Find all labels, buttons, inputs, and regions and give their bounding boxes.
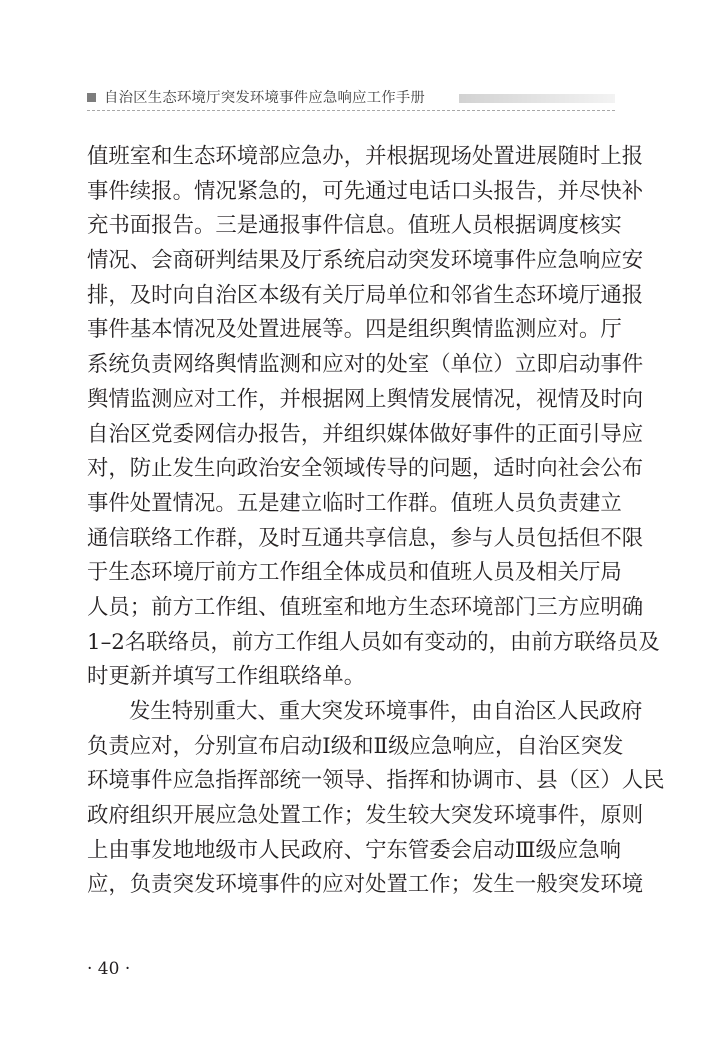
text-line: 1–2名联络员，前方工作组人员如有变动的，由前方联络员及 [87,629,660,655]
header-gradient-bar [459,94,615,103]
text-line: 负责应对，分别宣布启动Ⅰ级和Ⅱ级应急响应，自治区突发 [87,733,624,759]
header-title: 自治区生态环境厅突发环境事件应急响应工作手册 [104,90,425,106]
header-square-marker [87,93,96,102]
text-line: 舆情监测应对工作，并根据网上舆情发展情况，视情及时向 [87,386,644,412]
text-line: 值班室和生态环境部应急办，并根据现场处置进展随时上报 [87,144,644,169]
paragraph-last-line: 时更新并填写工作组联络单。 [87,664,366,690]
paragraph-first-line: 发生特别重大、重大突发环境事件，由自治区人民政府 [129,699,643,724]
text-line: 人员；前方工作组、值班室和地方生态环境部门三方应明确 [87,594,644,620]
text-line: 对，防止发生向政治安全领域传导的问题，适时向社会公布 [87,456,644,482]
text-line: 上由事发地地级市人民政府、宁东管委会启动Ⅲ级应急响 [87,837,622,863]
text-line: 政府组织开展应急处置工作；发生较大突发环境事件，原则 [87,803,644,829]
page-number: · 40 · [87,959,131,979]
body-text [87,140,665,903]
running-header [87,87,615,111]
text-line: 排，及时向自治区本级有关厅局单位和邻省生态环境厅通报 [87,282,644,308]
text-line: 充书面报告。三是通报事件信息。值班人员根据调度核实 [87,213,622,239]
text-line: 于生态环境厅前方工作组全体成员和值班人员及相关厅局 [87,560,622,586]
text-line: 应，负责突发环境事件的应对处置工作；发生一般突发环境 [87,872,644,898]
header-dotted-rule [87,110,615,111]
text-line: 事件续报。情况紧急的，可先通过电话口头报告，并尽快补 [87,178,644,204]
text-line: 系统负责网络舆情监测和应对的处室（单位）立即启动事件 [87,352,644,378]
text-line: 事件处置情况。五是建立临时工作群。值班人员负责建立 [87,490,622,516]
text-line: 环境事件应急指挥部统一领导、指挥和协调市、县（区）人民 [87,768,665,794]
text-line: 事件基本情况及处置进展等。四是组织舆情监测应对。厅 [87,317,622,343]
text-line: 自治区党委网信办报告，并组织媒体做好事件的正面引导应 [87,421,644,447]
text-line: 情况、会商研判结果及厅系统启动突发环境事件应急响应安 [87,248,644,274]
text-line: 通信联络工作群，及时互通共享信息，参与人员包括但不限 [87,525,644,551]
